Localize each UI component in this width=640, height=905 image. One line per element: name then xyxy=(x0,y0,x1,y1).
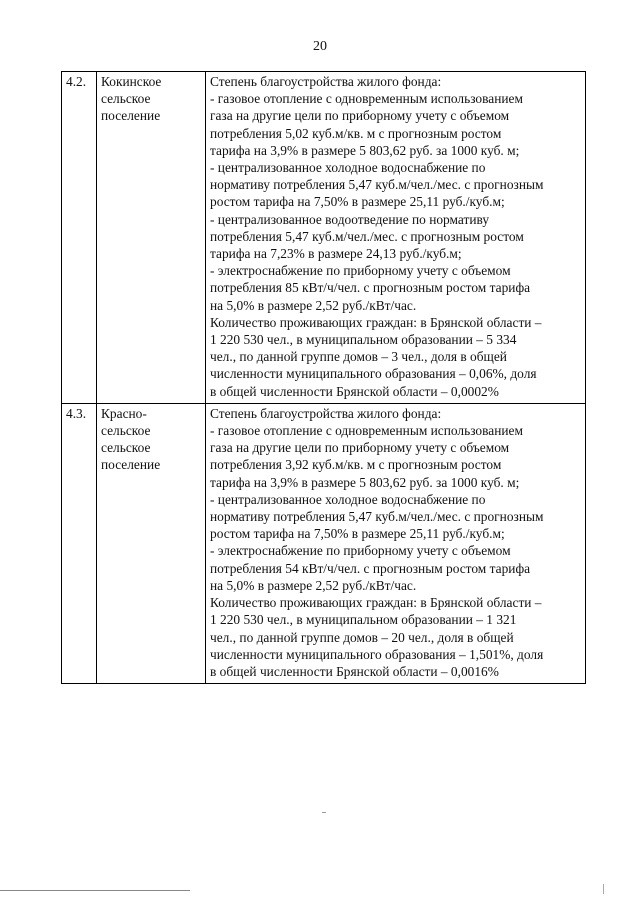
row-number: 4.2. xyxy=(62,72,97,404)
description-line: Степень благоустройства жилого фонда: xyxy=(210,405,442,421)
settlement-name-line: Кокинское xyxy=(101,74,162,89)
description-line: 1 220 530 чел., в муниципальном образовании – 1 321 xyxy=(210,612,517,628)
description-line: - газовое отопление с одновременным использованием xyxy=(210,91,523,107)
table-body xyxy=(62,72,586,684)
table-row xyxy=(62,72,586,404)
description-line: чел., по данной группе домов – 20 чел., доля в общей xyxy=(210,629,514,645)
description-line: - централизованное водоотведение по нормативу xyxy=(210,211,490,227)
description-line: - централизованное холодное водоснабжение по xyxy=(210,491,486,507)
description-line: ростом тарифа на 7,50% в размере 25,11 руб./куб.м; xyxy=(210,194,505,210)
description-line: потребления 5,02 куб.м/кв. м с прогнозным ростом xyxy=(210,125,502,141)
bottom-rule xyxy=(0,890,190,891)
page-number: 20 xyxy=(313,39,327,54)
description-line: потребления 85 кВт/ч/чел. с прогнозным ростом тарифа xyxy=(210,280,531,296)
description-line: в общей численности Брянской области – 0,0016% xyxy=(210,663,499,679)
description-line: чел., по данной группе домов – 3 чел., доля в общей xyxy=(210,349,507,365)
settlement-name xyxy=(97,403,206,683)
description-line: - электроснабжение по приборному учету с объемом xyxy=(210,543,511,559)
description-line: потребления 54 кВт/ч/чел. с прогнозным ростом тарифа xyxy=(210,560,531,576)
description-line: Степень благоустройства жилого фонда: xyxy=(210,74,442,89)
row-number: 4.3. xyxy=(62,403,97,683)
description-line: Количество проживающих граждан: в Брянской области – xyxy=(210,595,542,611)
settlement-name-line: сельское xyxy=(101,91,151,107)
description-line: ростом тарифа на 7,50% в размере 25,11 руб./куб.м; xyxy=(210,526,505,542)
description-line: Количество проживающих граждан: в Брянской области – xyxy=(210,314,542,330)
description-line: газа на другие цели по приборному учету с объемом xyxy=(210,108,510,124)
settlement-name-line: сельское xyxy=(101,423,151,439)
description-line: нормативу потребления 5,47 куб.м/чел./мес. с прогнозным xyxy=(210,177,544,193)
description-line: - электроснабжение по приборному учету с объемом xyxy=(210,263,511,279)
description-line: тарифа на 7,23% в размере 24,13 руб./куб.м; xyxy=(210,246,462,262)
description-line: потребления 3,92 куб.м/кв. м с прогнозным ростом xyxy=(210,457,502,473)
description-line: на 5,0% в размере 2,52 руб./кВт/час. xyxy=(210,577,417,593)
settlement-name-line: Красно- xyxy=(101,405,147,421)
scan-mark-edge xyxy=(603,884,604,894)
settlement-name-line: сельское xyxy=(101,440,151,456)
description-line: в общей численности Брянской области – 0,0002% xyxy=(210,383,499,399)
description-line: тарифа на 3,9% в размере 5 803,62 руб. за 1000 куб. м; xyxy=(210,474,520,490)
description-line: нормативу потребления 5,47 куб.м/чел./мес. с прогнозным xyxy=(210,509,544,525)
description-line: - централизованное холодное водоснабжение по xyxy=(210,160,486,176)
description-line: 1 220 530 чел., в муниципальном образовании – 5 334 xyxy=(210,332,517,348)
settlement-name xyxy=(97,72,206,404)
scan-mark xyxy=(322,812,326,813)
settlement-name-line: поселение xyxy=(101,108,161,124)
description-line: газа на другие цели по приборному учету с объемом xyxy=(210,440,510,456)
description-line: численности муниципального образования – 0,06%, доля xyxy=(210,366,537,382)
description-line: на 5,0% в размере 2,52 руб./кВт/час. xyxy=(210,297,417,313)
housing-description xyxy=(206,403,586,683)
table-row xyxy=(62,403,586,683)
settlement-name-line: поселение xyxy=(101,457,161,473)
description-line: численности муниципального образования – 1,501%, доля xyxy=(210,646,544,662)
housing-table xyxy=(61,71,586,684)
description-line: - газовое отопление с одновременным использованием xyxy=(210,423,523,439)
description-line: потребления 5,47 куб.м/чел./мес. с прогнозным ростом xyxy=(210,228,524,244)
description-line: тарифа на 3,9% в размере 5 803,62 руб. за 1000 куб. м; xyxy=(210,142,520,158)
housing-description xyxy=(206,72,586,404)
